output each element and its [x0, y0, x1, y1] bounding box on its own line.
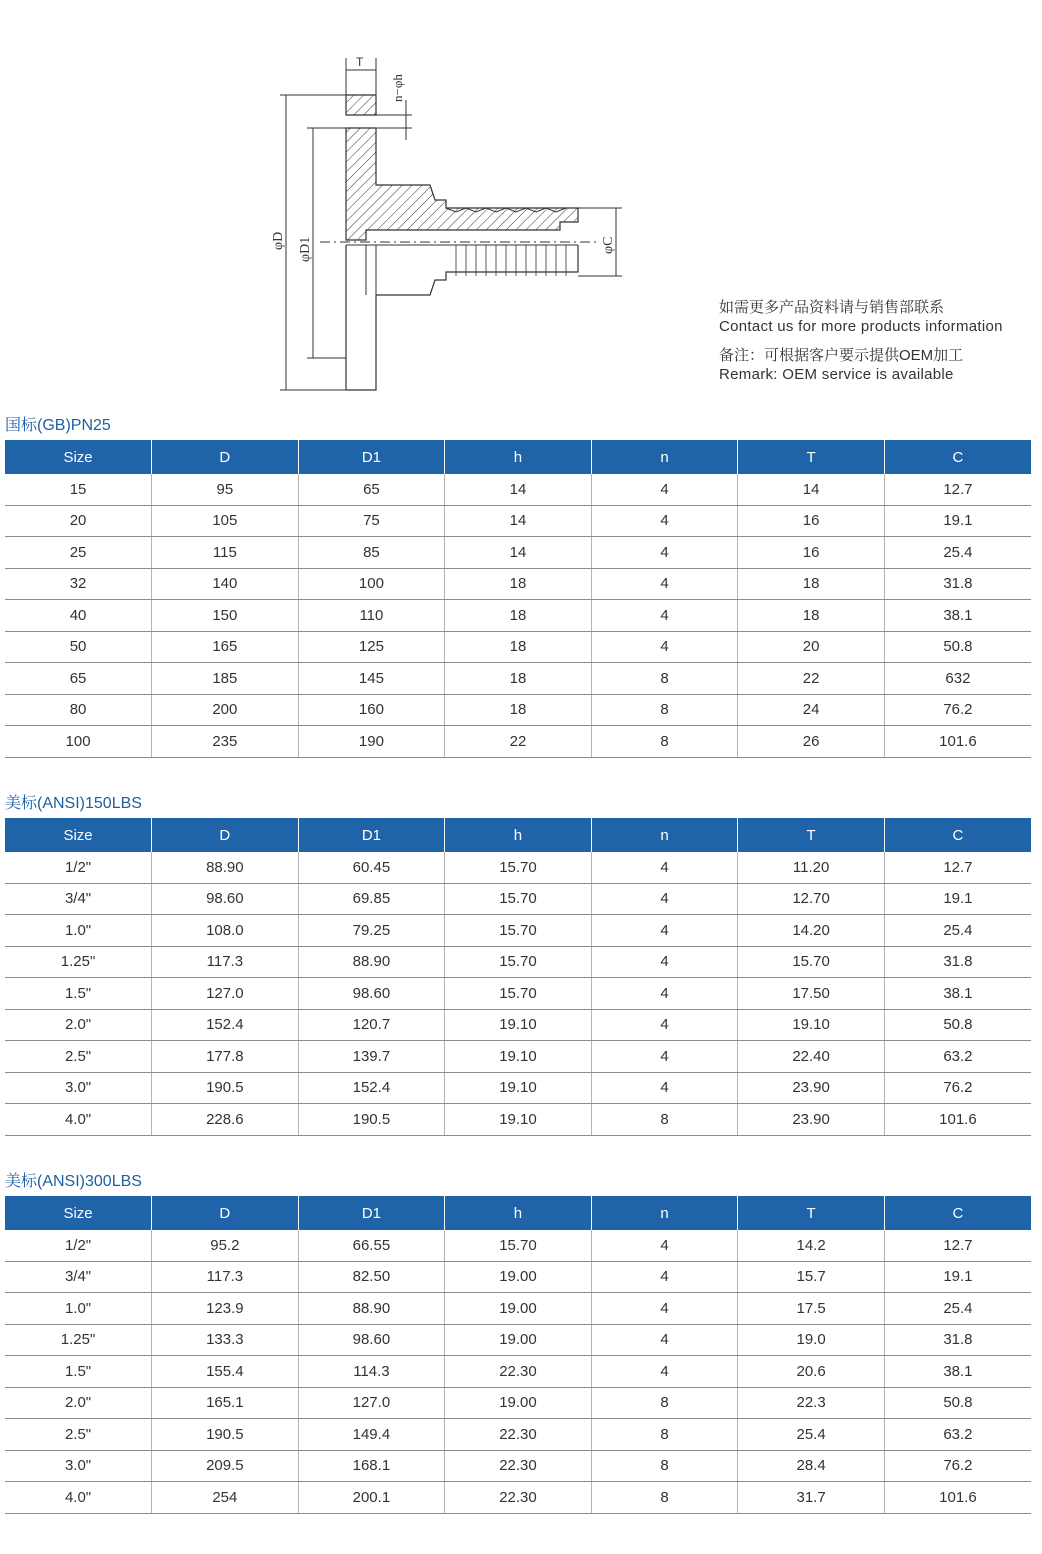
column-header: h	[445, 1196, 592, 1230]
table-cell: 22.30	[445, 1356, 592, 1388]
table-cell: 76.2	[884, 1450, 1031, 1482]
table-header-row	[5, 818, 1031, 852]
table-cell: 31.8	[884, 1324, 1031, 1356]
table-cell: 185	[152, 663, 299, 695]
table-cell: 25.4	[884, 537, 1031, 569]
table-cell: 20	[738, 631, 885, 663]
table-cell: 8	[591, 1104, 738, 1136]
table-cell: 168.1	[298, 1450, 445, 1482]
table-cell: 63.2	[884, 1041, 1031, 1073]
label-t: T	[356, 55, 364, 69]
table-cell: 18	[445, 663, 592, 695]
table-cell: 25	[5, 537, 152, 569]
table-row	[5, 1387, 1031, 1419]
table-cell: 4	[591, 1356, 738, 1388]
table-cell: 4	[591, 883, 738, 915]
table-cell: 110	[298, 600, 445, 632]
table-cell: 15.70	[445, 978, 592, 1010]
table-cell: 4	[591, 568, 738, 600]
table-cell: 18	[738, 568, 885, 600]
table-cell: 165.1	[152, 1387, 299, 1419]
table-row	[5, 1293, 1031, 1325]
table-cell: 117.3	[152, 946, 299, 978]
column-header: D1	[298, 1196, 445, 1230]
table-header-row	[5, 440, 1031, 474]
table-cell: 79.25	[298, 915, 445, 947]
table-row	[5, 852, 1031, 883]
table-cell: 4.0"	[5, 1482, 152, 1514]
table-row	[5, 1450, 1031, 1482]
column-header: C	[884, 818, 1031, 852]
table-row	[5, 978, 1031, 1010]
table-cell: 1.0"	[5, 915, 152, 947]
table-cell: 19.10	[445, 1104, 592, 1136]
table-cell: 15.70	[445, 1230, 592, 1261]
table-row	[5, 1009, 1031, 1041]
table-cell: 190.5	[298, 1104, 445, 1136]
table-cell: 12.70	[738, 883, 885, 915]
remark-note-cn: 备注：可根据客户要示提供OEM加工	[719, 347, 964, 364]
table-row	[5, 1230, 1031, 1261]
table-cell: 114.3	[298, 1356, 445, 1388]
table-cell: 152.4	[298, 1072, 445, 1104]
table-row	[5, 1356, 1031, 1388]
table-cell: 1.0"	[5, 1293, 152, 1325]
table-cell: 160	[298, 694, 445, 726]
table-cell: 28.4	[738, 1450, 885, 1482]
table-cell: 22	[445, 726, 592, 758]
table-cell: 98.60	[152, 883, 299, 915]
table-cell: 25.4	[738, 1419, 885, 1451]
column-header: T	[738, 818, 885, 852]
table-cell: 117.3	[152, 1261, 299, 1293]
table-cell: 8	[591, 663, 738, 695]
table-cell: 8	[591, 1482, 738, 1514]
table-cell: 165	[152, 631, 299, 663]
table-cell: 16	[738, 537, 885, 569]
table-cell: 23.90	[738, 1072, 885, 1104]
table-cell: 18	[445, 694, 592, 726]
section-title: 美标(ANSI)300LBS	[5, 1173, 142, 1190]
table-row	[5, 946, 1031, 978]
contact-notes	[719, 298, 1003, 394]
table-row	[5, 600, 1031, 632]
contact-note-en: Contact us for more products information	[719, 318, 1003, 335]
table-cell: 24	[738, 694, 885, 726]
table-cell: 1.5"	[5, 978, 152, 1010]
table-cell: 4	[591, 1261, 738, 1293]
table-cell: 177.8	[152, 1041, 299, 1073]
table-cell: 76.2	[884, 694, 1031, 726]
table-cell: 100	[298, 568, 445, 600]
table-cell: 632	[884, 663, 1031, 695]
table-cell: 19.1	[884, 505, 1031, 537]
table-cell: 1/2"	[5, 852, 152, 883]
table-cell: 31.8	[884, 568, 1031, 600]
table-header-row	[5, 1196, 1031, 1230]
table-cell: 38.1	[884, 1356, 1031, 1388]
table-cell: 22.3	[738, 1387, 885, 1419]
table-cell: 1/2"	[5, 1230, 152, 1261]
table-cell: 22	[738, 663, 885, 695]
table-cell: 26	[738, 726, 885, 758]
table-cell: 19.10	[445, 1041, 592, 1073]
table-cell: 100	[5, 726, 152, 758]
table-cell: 4	[591, 915, 738, 947]
table-cell: 19.1	[884, 883, 1031, 915]
table-cell: 19.00	[445, 1324, 592, 1356]
table-cell: 88.90	[152, 852, 299, 883]
table-cell: 15.70	[445, 852, 592, 883]
contact-note-cn: 如需更多产品资料请与销售部联系	[719, 299, 945, 316]
table-cell: 16	[738, 505, 885, 537]
table-cell: 17.50	[738, 978, 885, 1010]
table-cell: 1.25"	[5, 1324, 152, 1356]
table-cell: 8	[591, 726, 738, 758]
table-cell: 20.6	[738, 1356, 885, 1388]
table-cell: 101.6	[884, 1482, 1031, 1514]
table-cell: 8	[591, 1387, 738, 1419]
table-cell: 25.4	[884, 1293, 1031, 1325]
table-cell: 15.70	[445, 883, 592, 915]
table-cell: 14.20	[738, 915, 885, 947]
table-cell: 15.70	[445, 915, 592, 947]
table-cell: 23.90	[738, 1104, 885, 1136]
table-cell: 76.2	[884, 1072, 1031, 1104]
table-cell: 1.25"	[5, 946, 152, 978]
column-header: T	[738, 1196, 885, 1230]
table-cell: 4	[591, 1072, 738, 1104]
table-row	[5, 915, 1031, 947]
table-cell: 254	[152, 1482, 299, 1514]
table-cell: 228.6	[152, 1104, 299, 1136]
table-cell: 50.8	[884, 631, 1031, 663]
table-cell: 38.1	[884, 600, 1031, 632]
table-cell: 101.6	[884, 1104, 1031, 1136]
column-header: h	[445, 440, 592, 474]
column-header: Size	[5, 1196, 152, 1230]
table-cell: 200.1	[298, 1482, 445, 1514]
table-cell: 14	[738, 474, 885, 505]
section-title: 美标(ANSI)150LBS	[5, 795, 142, 812]
spec-table	[5, 440, 1031, 758]
table-cell: 69.85	[298, 883, 445, 915]
column-header: Size	[5, 440, 152, 474]
table-row	[5, 474, 1031, 505]
table-cell: 17.5	[738, 1293, 885, 1325]
table-cell: 4	[591, 537, 738, 569]
table-row	[5, 1482, 1031, 1514]
label-nh: n−φh	[390, 74, 405, 102]
table-cell: 125	[298, 631, 445, 663]
table-row	[5, 1041, 1031, 1073]
table-cell: 8	[591, 1450, 738, 1482]
table-row	[5, 694, 1031, 726]
table-cell: 155.4	[152, 1356, 299, 1388]
table-cell: 22.30	[445, 1419, 592, 1451]
table-cell: 108.0	[152, 915, 299, 947]
table-cell: 4	[591, 1293, 738, 1325]
table-cell: 22.30	[445, 1450, 592, 1482]
table-cell: 12.7	[884, 474, 1031, 505]
table-section-gb-pn25	[5, 414, 1031, 758]
table-row	[5, 1419, 1031, 1451]
table-cell: 145	[298, 663, 445, 695]
table-cell: 18	[445, 600, 592, 632]
table-row	[5, 883, 1031, 915]
table-cell: 152.4	[152, 1009, 299, 1041]
label-d: φD	[271, 231, 286, 250]
flange-section-hatched	[346, 95, 578, 240]
table-cell: 139.7	[298, 1041, 445, 1073]
table-cell: 95	[152, 474, 299, 505]
table-cell: 235	[152, 726, 299, 758]
table-cell: 190.5	[152, 1072, 299, 1104]
table-cell: 98.60	[298, 1324, 445, 1356]
table-cell: 15.70	[445, 946, 592, 978]
table-cell: 19.00	[445, 1261, 592, 1293]
table-cell: 19.0	[738, 1324, 885, 1356]
table-row	[5, 505, 1031, 537]
spec-table	[5, 818, 1031, 1136]
table-cell: 32	[5, 568, 152, 600]
table-cell: 19.00	[445, 1293, 592, 1325]
table-cell: 12.7	[884, 1230, 1031, 1261]
label-c: φC	[601, 236, 616, 254]
table-cell: 133.3	[152, 1324, 299, 1356]
column-header: D1	[298, 818, 445, 852]
table-cell: 12.7	[884, 852, 1031, 883]
table-cell: 82.50	[298, 1261, 445, 1293]
table-cell: 14	[445, 505, 592, 537]
table-section-ansi-150	[5, 792, 1031, 1136]
column-header: D	[152, 440, 299, 474]
table-cell: 4	[591, 978, 738, 1010]
remark-note-en: Remark: OEM service is available	[719, 366, 954, 383]
table-cell: 101.6	[884, 726, 1031, 758]
column-header: D	[152, 1196, 299, 1230]
table-cell: 4	[591, 474, 738, 505]
table-cell: 19.10	[445, 1072, 592, 1104]
table-cell: 127.0	[152, 978, 299, 1010]
table-cell: 95.2	[152, 1230, 299, 1261]
table-cell: 20	[5, 505, 152, 537]
table-cell: 88.90	[298, 946, 445, 978]
table-cell: 19.1	[884, 1261, 1031, 1293]
table-cell: 149.4	[298, 1419, 445, 1451]
table-cell: 4	[591, 852, 738, 883]
table-cell: 8	[591, 694, 738, 726]
table-cell: 18	[738, 600, 885, 632]
table-cell: 4	[591, 631, 738, 663]
table-cell: 50	[5, 631, 152, 663]
column-header: n	[591, 818, 738, 852]
table-cell: 98.60	[298, 978, 445, 1010]
table-row	[5, 1072, 1031, 1104]
table-row	[5, 1261, 1031, 1293]
table-cell: 65	[5, 663, 152, 695]
table-cell: 4	[591, 1324, 738, 1356]
column-header: D1	[298, 440, 445, 474]
table-cell: 3/4"	[5, 1261, 152, 1293]
table-cell: 11.20	[738, 852, 885, 883]
table-cell: 14	[445, 474, 592, 505]
table-cell: 85	[298, 537, 445, 569]
table-cell: 60.45	[298, 852, 445, 883]
table-cell: 15	[5, 474, 152, 505]
table-cell: 150	[152, 600, 299, 632]
table-cell: 4	[591, 1230, 738, 1261]
table-row	[5, 663, 1031, 695]
column-header: T	[738, 440, 885, 474]
table-cell: 19.10	[738, 1009, 885, 1041]
table-cell: 190	[298, 726, 445, 758]
table-cell: 19.10	[445, 1009, 592, 1041]
table-row	[5, 1324, 1031, 1356]
section-title: 国标(GB)PN25	[5, 417, 111, 434]
table-cell: 115	[152, 537, 299, 569]
table-cell: 40	[5, 600, 152, 632]
table-cell: 75	[298, 505, 445, 537]
table-cell: 50.8	[884, 1387, 1031, 1419]
table-cell: 3/4"	[5, 883, 152, 915]
label-d1: φD1	[298, 236, 313, 262]
table-section-ansi-300	[5, 1170, 1031, 1514]
table-cell: 50.8	[884, 1009, 1031, 1041]
table-row	[5, 537, 1031, 569]
table-cell: 14	[445, 537, 592, 569]
table-cell: 88.90	[298, 1293, 445, 1325]
table-cell: 4	[591, 1009, 738, 1041]
table-cell: 140	[152, 568, 299, 600]
table-cell: 105	[152, 505, 299, 537]
table-cell: 4	[591, 600, 738, 632]
table-cell: 65	[298, 474, 445, 505]
table-cell: 63.2	[884, 1419, 1031, 1451]
table-cell: 190.5	[152, 1419, 299, 1451]
column-header: C	[884, 440, 1031, 474]
table-cell: 38.1	[884, 978, 1031, 1010]
table-cell: 31.7	[738, 1482, 885, 1514]
dimension-nh	[376, 100, 412, 140]
table-cell: 31.8	[884, 946, 1031, 978]
table-cell: 18	[445, 631, 592, 663]
column-header: n	[591, 1196, 738, 1230]
table-cell: 123.9	[152, 1293, 299, 1325]
table-cell: 2.5"	[5, 1041, 152, 1073]
column-header: C	[884, 1196, 1031, 1230]
table-cell: 19.00	[445, 1387, 592, 1419]
flange-hose-barb-drawing	[260, 40, 640, 400]
column-header: D	[152, 818, 299, 852]
table-row	[5, 726, 1031, 758]
table-row	[5, 1104, 1031, 1136]
flange-lower-outline	[346, 245, 578, 390]
table-cell: 200	[152, 694, 299, 726]
table-cell: 15.70	[738, 946, 885, 978]
table-cell: 4.0"	[5, 1104, 152, 1136]
table-cell: 209.5	[152, 1450, 299, 1482]
table-cell: 2.0"	[5, 1009, 152, 1041]
column-header: Size	[5, 818, 152, 852]
table-cell: 3.0"	[5, 1450, 152, 1482]
table-cell: 8	[591, 1419, 738, 1451]
table-cell: 2.5"	[5, 1419, 152, 1451]
table-cell: 2.0"	[5, 1387, 152, 1419]
table-cell: 4	[591, 505, 738, 537]
table-cell: 18	[445, 568, 592, 600]
table-row	[5, 631, 1031, 663]
table-cell: 14.2	[738, 1230, 885, 1261]
table-cell: 22.30	[445, 1482, 592, 1514]
table-cell: 3.0"	[5, 1072, 152, 1104]
table-cell: 15.7	[738, 1261, 885, 1293]
table-cell: 127.0	[298, 1387, 445, 1419]
table-cell: 4	[591, 1041, 738, 1073]
table-cell: 80	[5, 694, 152, 726]
column-header: n	[591, 440, 738, 474]
table-cell: 25.4	[884, 915, 1031, 947]
table-cell: 66.55	[298, 1230, 445, 1261]
table-row	[5, 568, 1031, 600]
table-cell: 22.40	[738, 1041, 885, 1073]
table-cell: 4	[591, 946, 738, 978]
spec-table	[5, 1196, 1031, 1514]
table-cell: 120.7	[298, 1009, 445, 1041]
table-cell: 1.5"	[5, 1356, 152, 1388]
column-header: h	[445, 818, 592, 852]
